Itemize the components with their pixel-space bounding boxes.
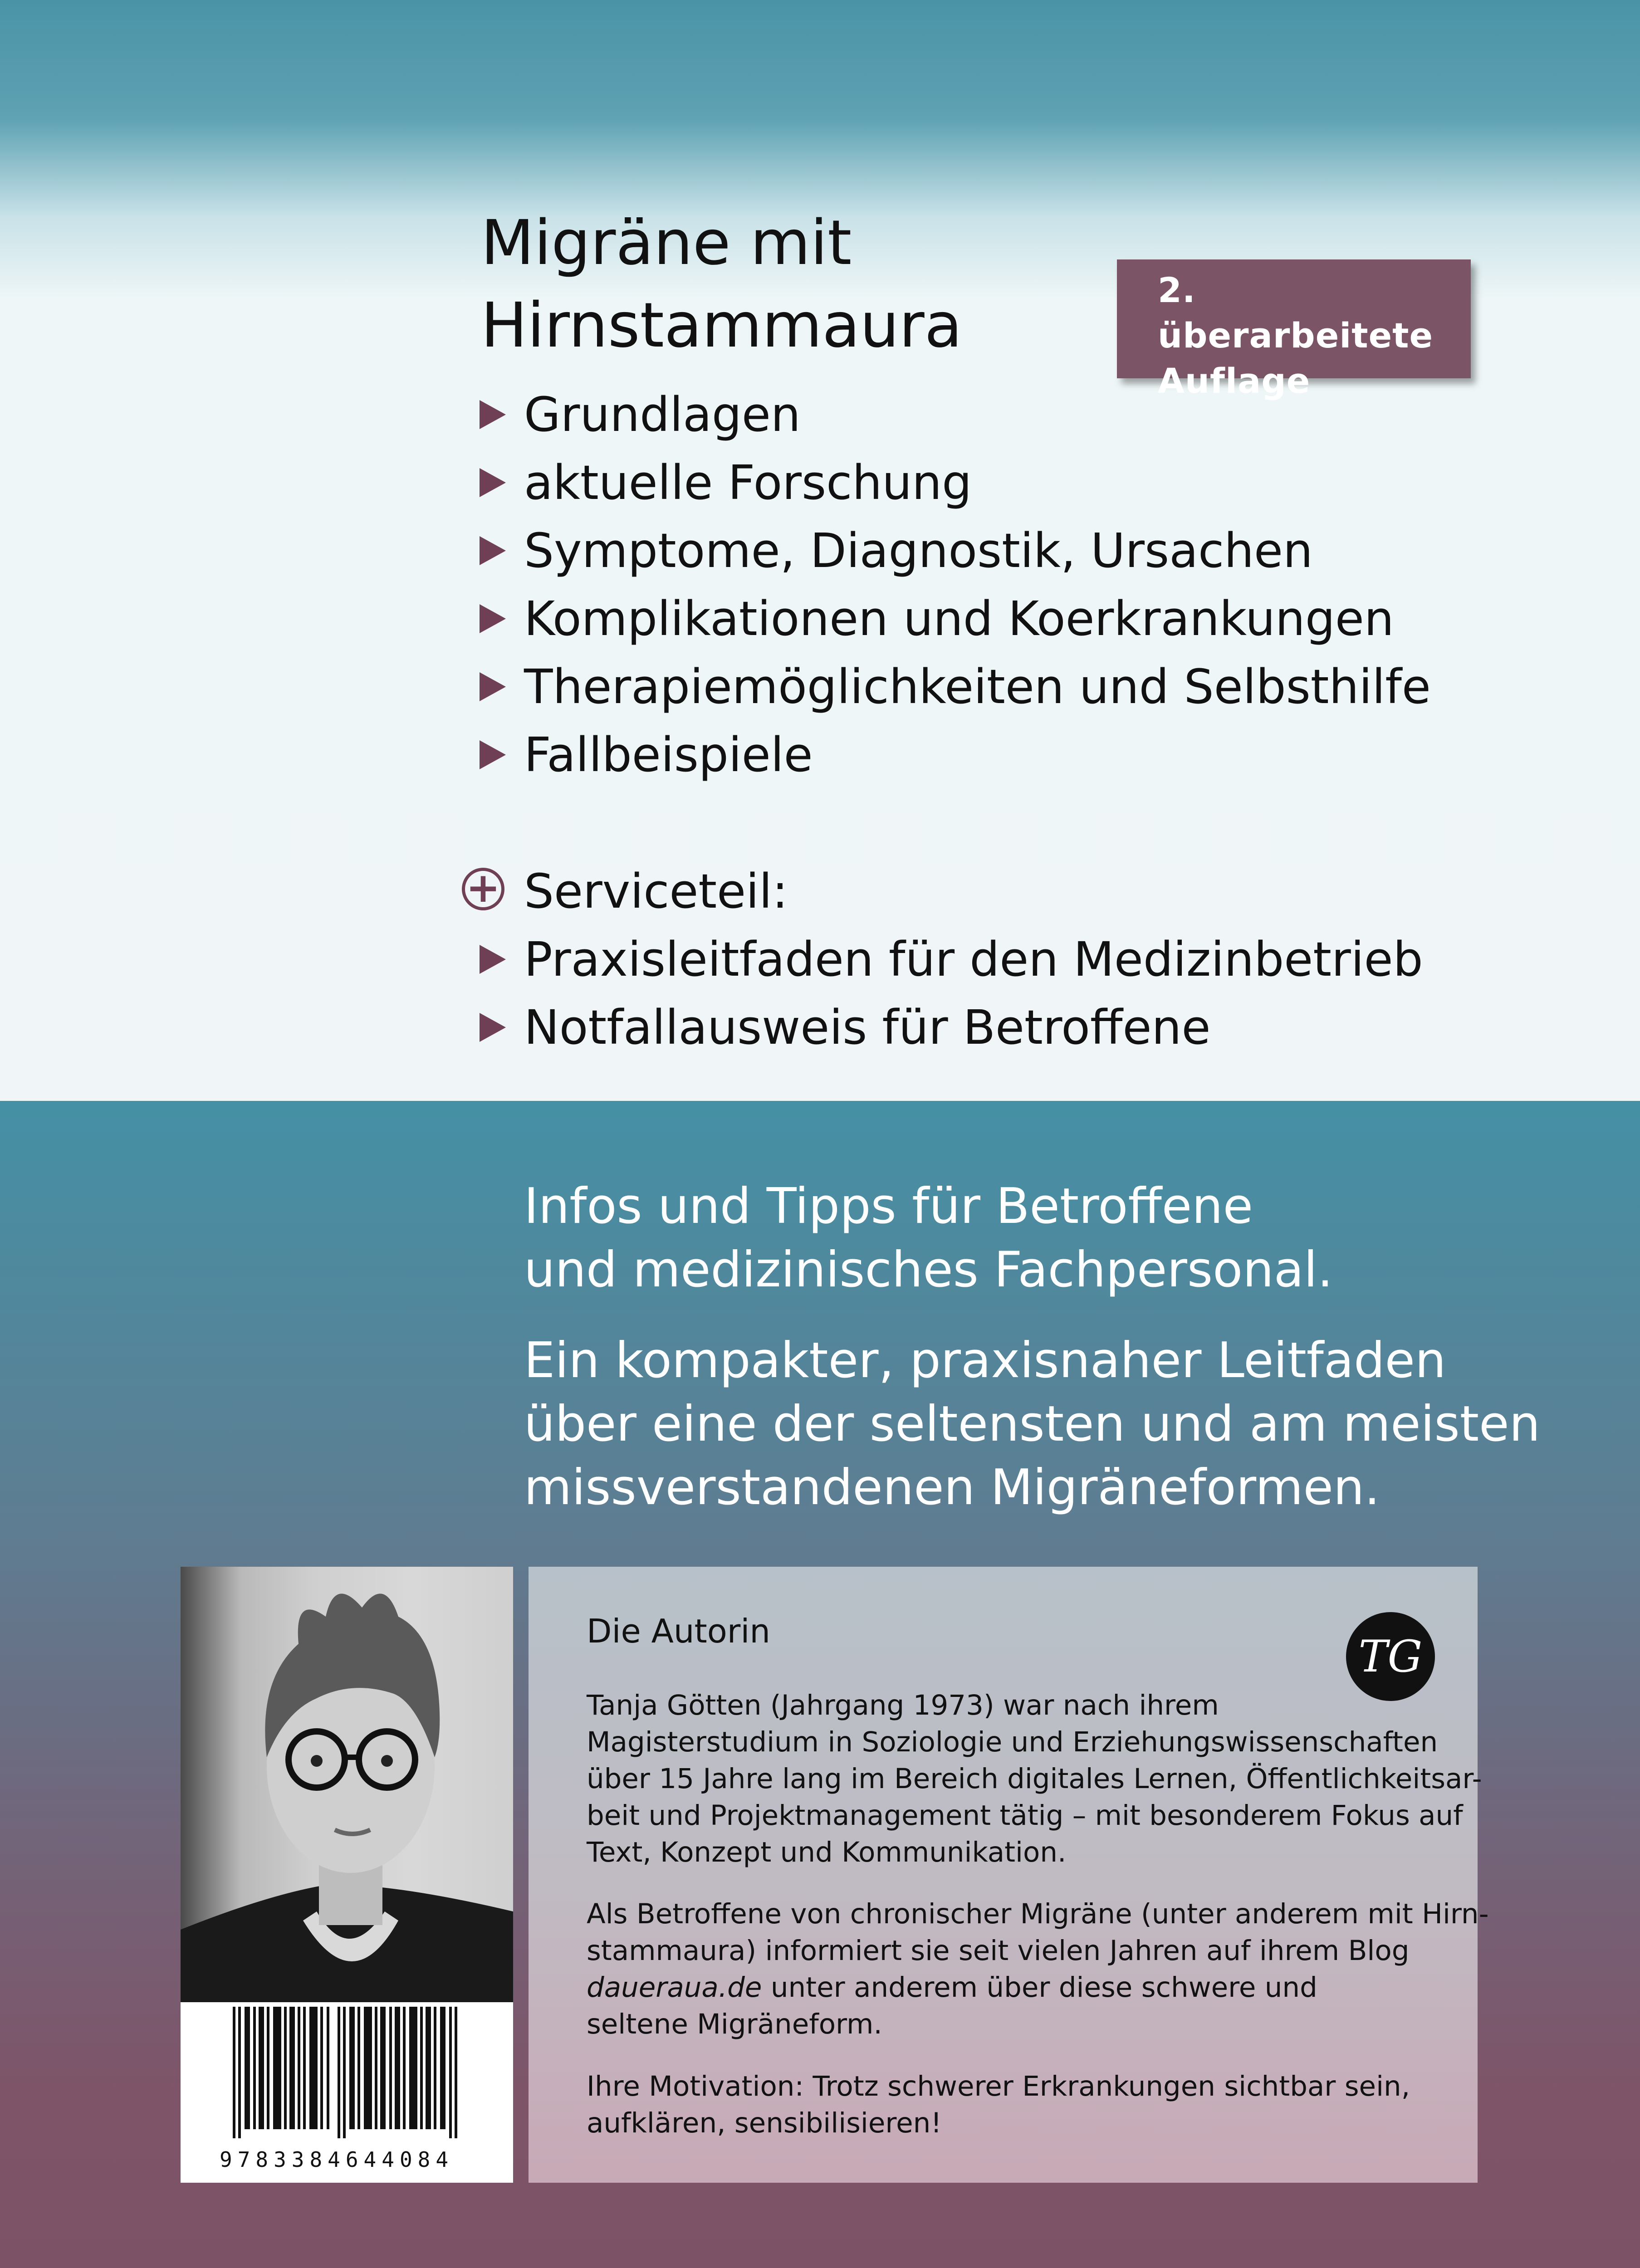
blurb-paragraph-2 (524, 1329, 1540, 1520)
barcode (181, 2002, 513, 2183)
topic-label: aktuelle Forschung (524, 455, 972, 510)
topic-item (479, 659, 1431, 727)
topic-item (479, 727, 1431, 795)
bio-line: Tanja Götten (Jahrgang 1973) war nach ihrem (587, 1689, 1219, 1721)
author-bio-paragraph-1 (587, 1687, 1482, 1871)
plus-circle-icon: + (462, 868, 504, 910)
service-list (479, 931, 1423, 1067)
bio-line: Als Betroffene von chronischer Migräne (unter anderem mit Hirn- (587, 1898, 1489, 1930)
author-photo-box (181, 1567, 513, 2183)
arrow-bullet-icon (480, 400, 506, 429)
topic-item (479, 386, 1431, 455)
bio-line: seltene Migräneform. (587, 2008, 882, 2040)
topic-list (479, 386, 1431, 795)
author-photo (181, 1567, 513, 2002)
author-box (529, 1567, 1489, 2183)
blurb-line: über eine der seltensten und am meisten (524, 1396, 1541, 1452)
topic-label: Fallbeispiele (524, 727, 813, 782)
title-line: Hirnstammaura (481, 290, 963, 362)
edition-line: 2. überarbeitete (1158, 270, 1434, 356)
topic-label: Therapiemöglichkeiten und Selbsthilfe (524, 659, 1431, 714)
blog-link[interactable]: daueraua.de (587, 1971, 762, 2004)
topic-item (479, 455, 1431, 523)
edition-line: Auflage (1158, 361, 1311, 401)
edition-badge (1117, 259, 1471, 401)
author-bio-paragraph-2 (587, 1896, 1489, 2043)
tg-logo-icon: TG (1346, 1612, 1435, 1701)
service-label: Serviceteil: (524, 864, 788, 919)
author-bio-paragraph-3 (587, 2068, 1425, 2141)
blurb-line: Infos und Tipps für Betroffene (524, 1178, 1253, 1235)
service-item-label: Praxisleitfaden für den Medizinbetrieb (524, 932, 1423, 987)
isbn-number: 9783384644084 (220, 2147, 454, 2172)
service-item (479, 999, 1423, 1067)
bio-line: über 15 Jahre lang im Bereich digitales Lernen, Öffentlichkeitsar- (587, 1763, 1482, 1795)
bio-line: beit und Projektmanagement tätig – mit besonderem Fokus auf (587, 1799, 1463, 1832)
book-title (481, 202, 1071, 367)
bio-line (587, 1969, 1425, 2006)
blurb-paragraph-1 (524, 1175, 1333, 1302)
barcode-icon (181, 2002, 513, 2143)
title-line: Migräne mit (481, 207, 852, 279)
blurb-line: missverstandenen Migräneformen. (524, 1459, 1380, 1516)
arrow-bullet-icon (480, 604, 506, 633)
arrow-bullet-icon (480, 740, 506, 769)
topic-label: Komplikationen und Koerkrankungen (524, 591, 1394, 646)
service-item-label: Notfallausweis für Betroffene (524, 1000, 1211, 1055)
bio-line: aufklären, sensibilisieren! (587, 2107, 942, 2139)
arrow-bullet-icon (480, 468, 506, 497)
topic-label: Symptome, Diagnostik, Ursachen (524, 523, 1313, 578)
topic-item (479, 523, 1431, 591)
bio-line: Text, Konzept und Kommunikation. (587, 1836, 1067, 1868)
bio-line-rest: unter anderem über diese schwere und (762, 1971, 1317, 2004)
arrow-bullet-icon (480, 536, 506, 565)
arrow-bullet-icon (480, 945, 506, 974)
bio-line: Magisterstudium in Soziologie und Erziehungswissenschaften (587, 1726, 1438, 1758)
blurb-line: und medizinisches Fachpersonal. (524, 1242, 1333, 1298)
arrow-bullet-icon (480, 1013, 506, 1042)
topic-label: Grundlagen (524, 387, 801, 442)
author-portrait (181, 1567, 513, 2002)
service-item (479, 931, 1423, 999)
bio-line: Ihre Motivation: Trotz schwerer Erkrankungen sichtbar sein, (587, 2070, 1410, 2102)
topic-item (479, 591, 1431, 659)
bio-line: stammaura) informiert sie seit vielen Jahren auf ihrem Blog (587, 1935, 1410, 1967)
arrow-bullet-icon (480, 672, 506, 701)
author-heading: Die Autorin (587, 1612, 771, 1650)
blurb-line: Ein kompakter, praxisnaher Leitfaden (524, 1332, 1446, 1389)
